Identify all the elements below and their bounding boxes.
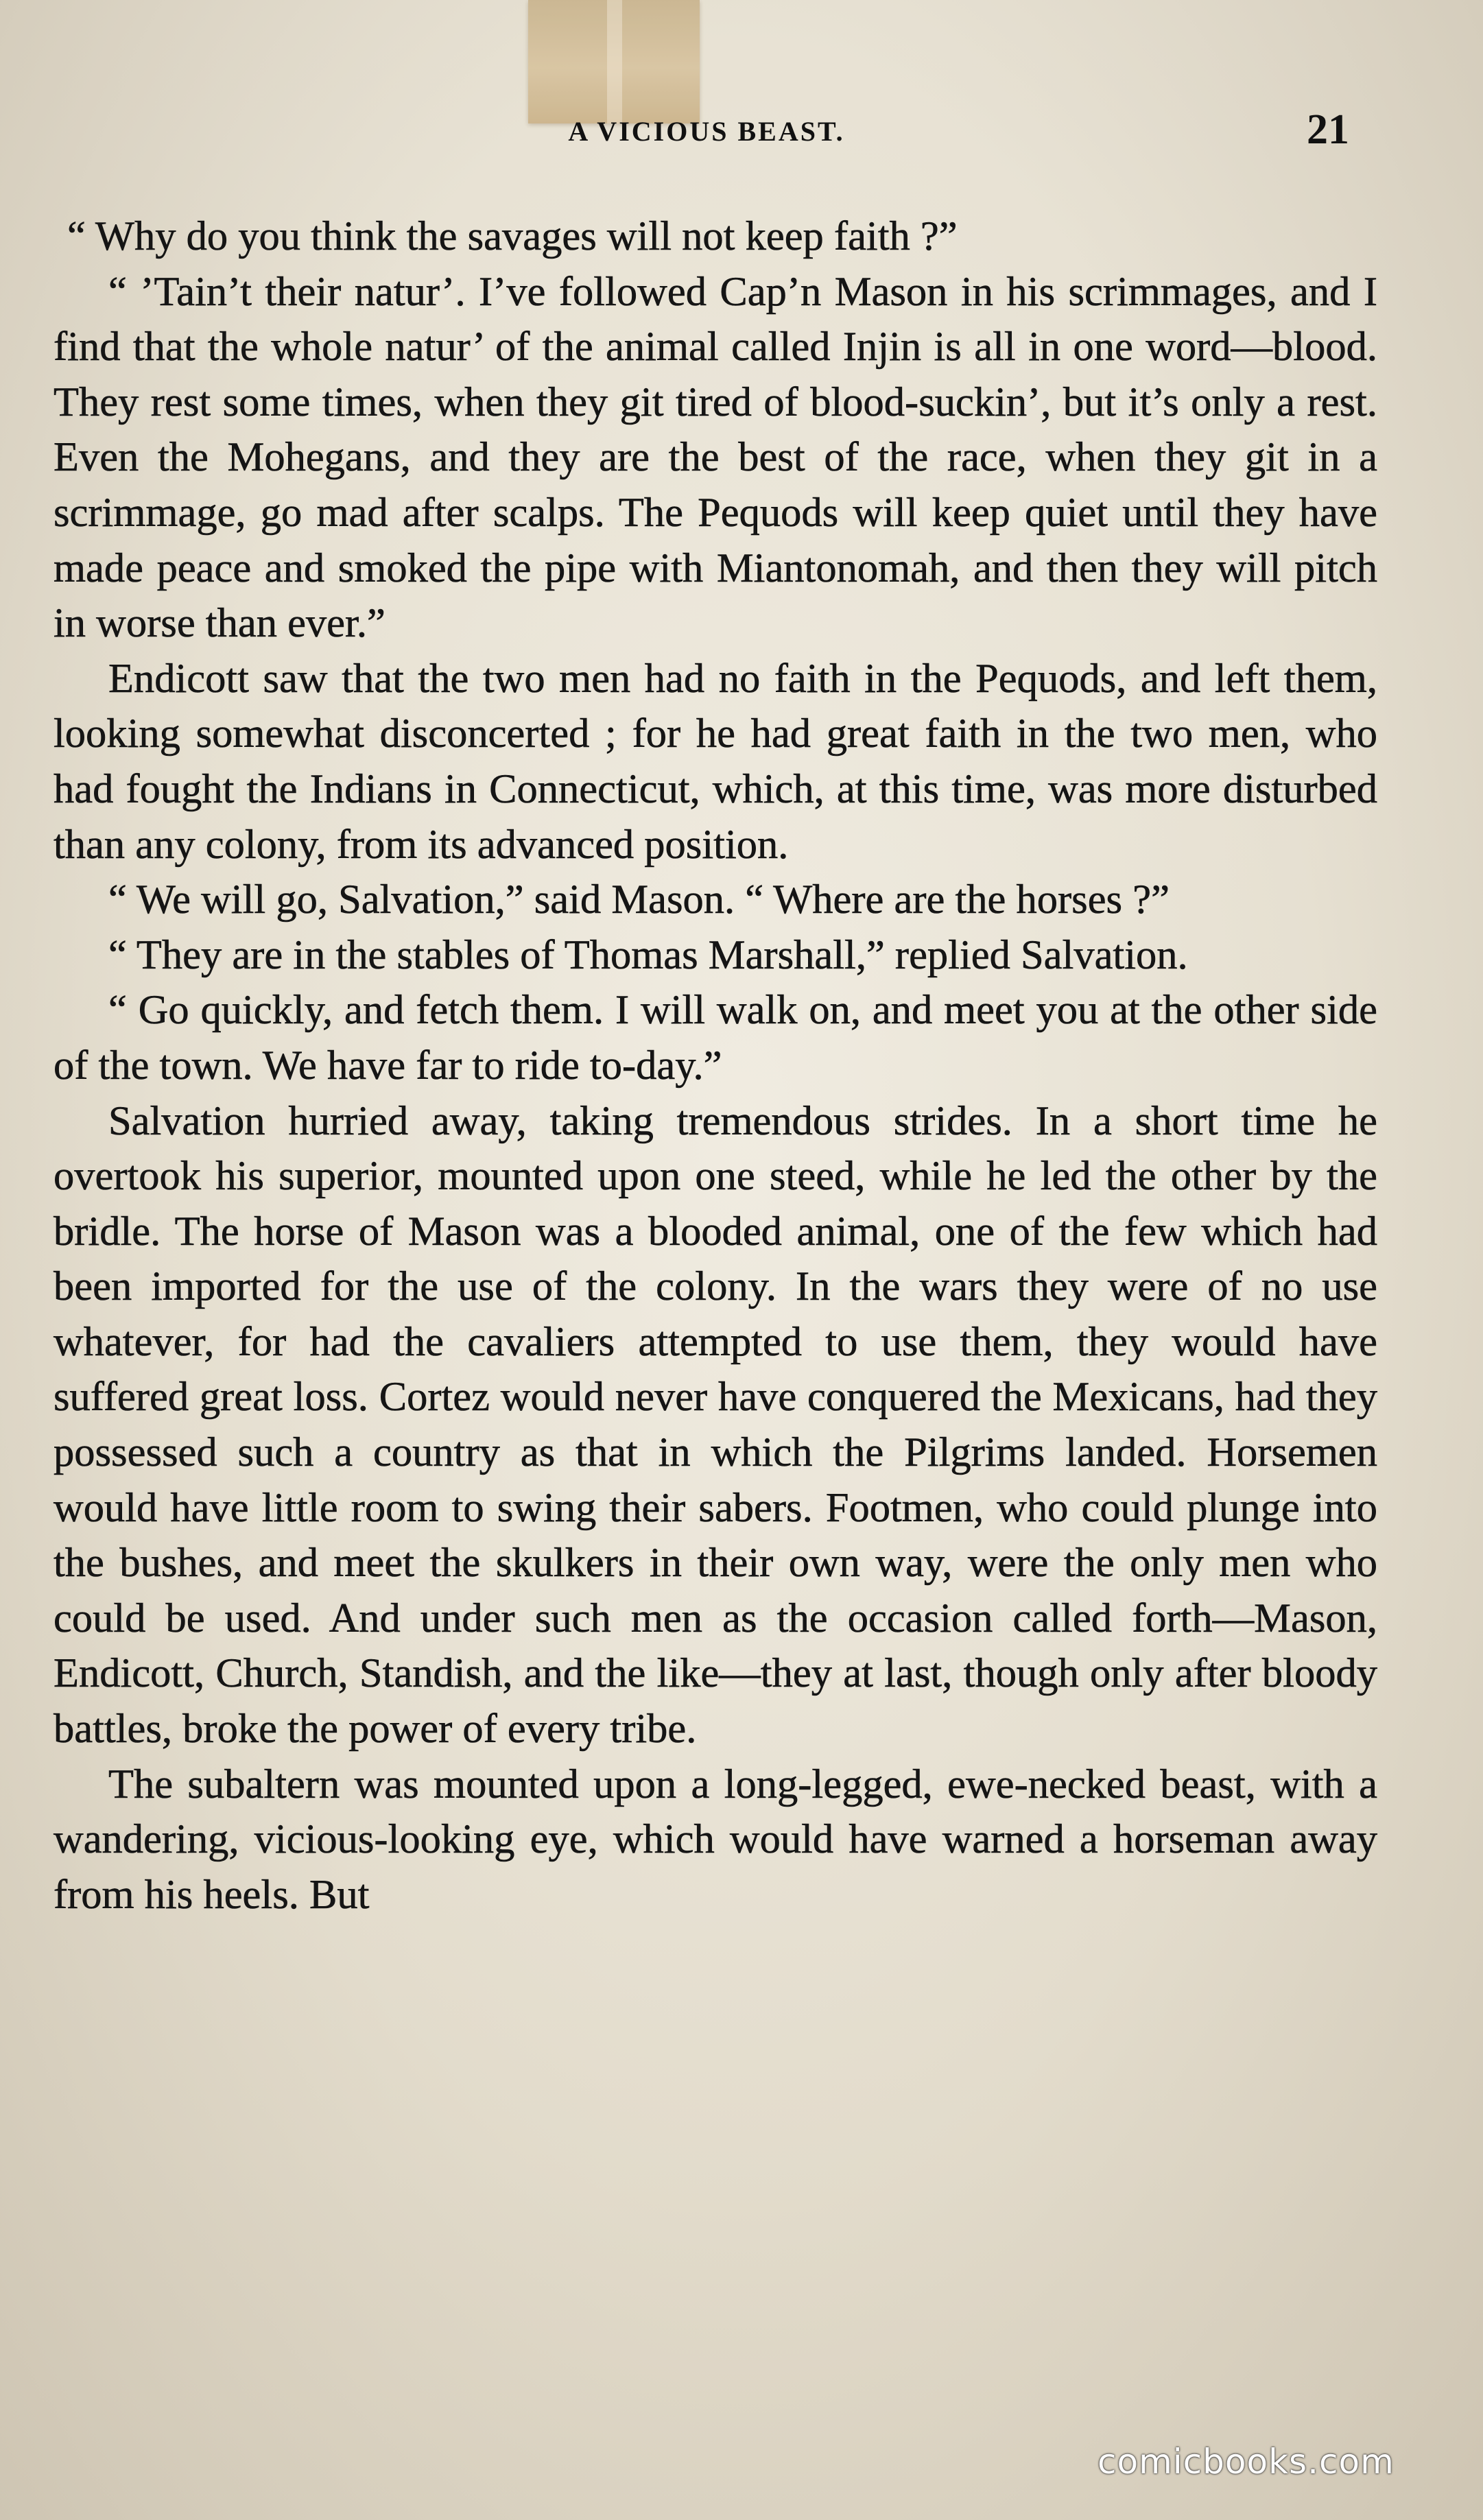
paragraph: Salvation hurried away, taking tremendous strides. In a short time he overtook his superior, mounted upon one steed, while he led the other by the bridle. The horse of Mason was a blooded animal, one of the few which had been imported for the use of the colony. In the wars they were of no use whatever, for had the cavaliers attempted to use them, they would have suffered great loss. Cortez would never have conquered the Mexicans, had they possessed such a country as that in which the Pilgrims landed. Horsemen would have little room to swing their sabers. Footmen, who could plunge into the bushes, and meet the skulkers in their own way, were the only men who could be used. And under such men as the occasion called forth—Mason, Endicott, Church, Standish, and the like—they at last, though only after bloody battles, broke the power of every tribe. [54, 1097, 1377, 1752]
tape-strip [528, 0, 700, 123]
paragraph: Endicott saw that the two men had no faith in the Pequods, and left them, looking somewhat disconcerted ; for he had great faith in the two men, who had fought the Indians in Connecticut, which, at this time, was more disturbed than any colony, from its advanced position. [54, 655, 1377, 868]
paragraph: “ Why do you think the savages will not keep faith ?” [67, 213, 958, 259]
chapter-title: A VICIOUS BEAST. [568, 116, 845, 147]
paragraph: “ Go quickly, and fetch them. I will walk on, and meet you at the other side of the town. We have far to ride to-day.” [54, 987, 1377, 1089]
body-text [54, 209, 1377, 1923]
paragraph: The subaltern was mounted upon a long-legged, ewe-necked beast, with a wandering, vicious-looking eye, which would have warned a horseman away from his heels. But [54, 1761, 1377, 1918]
paragraph: “ They are in the stables of Thomas Marshall,” replied Salvation. [108, 931, 1188, 978]
page-number: 21 [1307, 106, 1349, 153]
paragraph: “ ’Tain’t their natur’. I’ve followed Cap’n Mason in his scrimmages, and I find that the whole natur’ of the animal called Injin is all in one word—blood. They rest some times, when they git tired of blood-suckin’, but it’s only a rest. Even the Mohegans, and they are the best of the race, when they git in a scrimmage, go mad after scalps. The Pequods will keep quiet until they have made peace and smoked the pipe with Miantonomah, and then they will pitch in worse than ever.” [54, 268, 1377, 647]
paragraph: “ We will go, Salvation,” said Mason. “ Where are the horses ?” [108, 877, 1170, 923]
watermark: comicbooks.com [1098, 2442, 1395, 2482]
